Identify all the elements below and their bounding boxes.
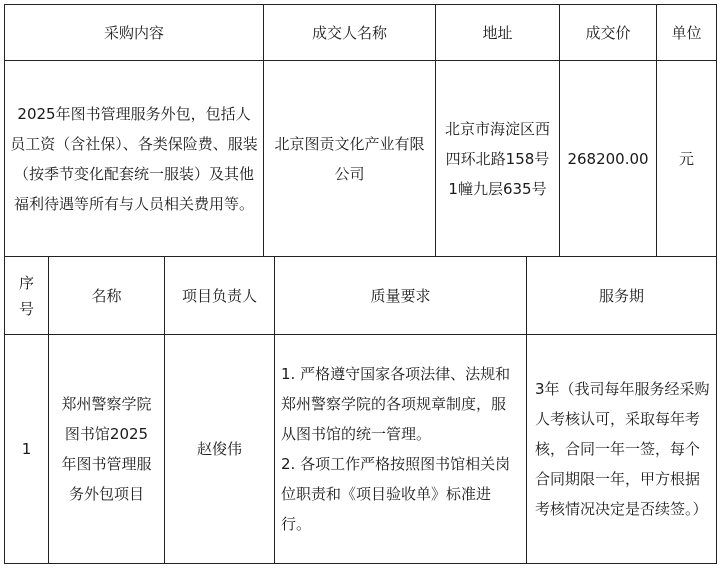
- header-seq: 序号: [5, 257, 49, 335]
- project-data-row: [5, 335, 717, 564]
- cell-unit: 元: [657, 61, 717, 257]
- cell-quality: [275, 335, 527, 564]
- cell-price: 268200.00: [560, 61, 657, 257]
- header-name: 名称: [49, 257, 165, 335]
- header-quality: 质量要求: [275, 257, 527, 335]
- project-header-row: [5, 257, 717, 335]
- procurement-data-row: [5, 61, 717, 257]
- header-content: 采购内容: [5, 5, 264, 61]
- header-manager: 项目负责人: [165, 257, 275, 335]
- cell-manager: 赵俊伟: [165, 335, 275, 564]
- quality-item-2: 2. 各项工作严格按照图书馆相关岗位职责和《项目验收单》标准进行。: [281, 455, 511, 533]
- header-vendor: 成交人名称: [264, 5, 436, 61]
- cell-vendor: 北京图贡文化产业有限公司: [264, 61, 436, 257]
- cell-name: 郑州警察学院图书馆2025年图书管理服务外包项目: [49, 335, 165, 564]
- cell-address: 北京市海淀区西四环北路158号1幢九层635号: [436, 61, 560, 257]
- header-price: 成交价: [560, 5, 657, 61]
- quality-item-1: 1. 严格遵守国家各项法律、法规和郑州警察学院的各项规章制度，服从图书馆的统一管理。: [281, 365, 511, 443]
- cell-seq: 1: [5, 335, 49, 564]
- header-unit: 单位: [657, 5, 717, 61]
- cell-content: 2025年图书管理服务外包，包括人员工资（含社保）、各类保险费、服装（按季节变化配套统一服装）及其他福利待遇等所有与人员相关费用等。: [5, 61, 264, 257]
- procurement-table: [4, 4, 717, 257]
- document-page: [4, 4, 716, 564]
- header-service: 服务期: [527, 257, 717, 335]
- cell-service: 3年（我司每年服务经采购人考核认可，采取每年考核，合同一年一签，每个合同期限一年，甲方根据考核情况决定是否续签。）: [527, 335, 717, 564]
- procurement-header-row: [5, 5, 717, 61]
- header-address: 地址: [436, 5, 560, 61]
- project-table: [4, 256, 717, 564]
